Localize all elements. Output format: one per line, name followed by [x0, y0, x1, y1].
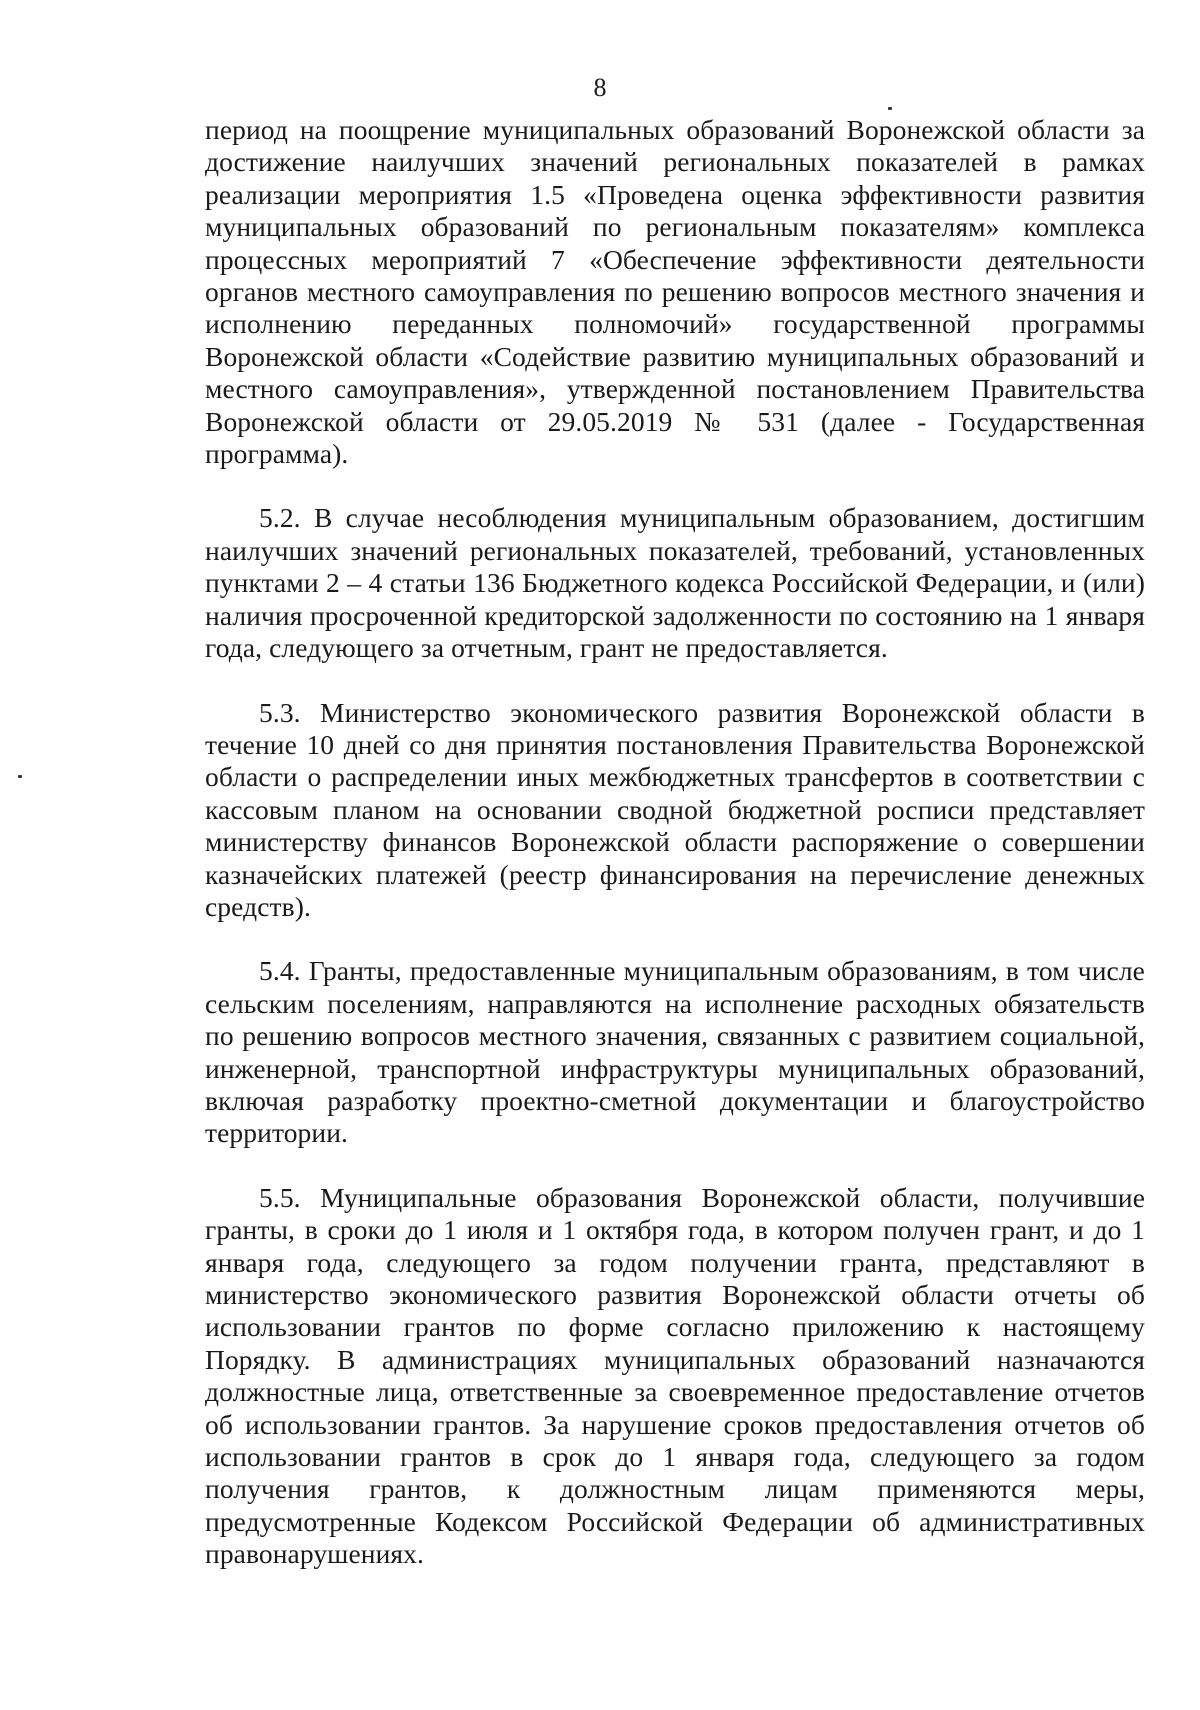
paragraph-continuation: период на поощрение муниципальных образований Воронежской области за достижение наилучших значений региональных показателей в рамках реализации мероприятия 1.5 «Проведена оценка эффективности развития муниципальных образований по региональным показателям» комплекса процессных мероприятий 7 «Обеспечение эффективности деятельности органов местного самоуправления по решению вопросов местного значения и исполнению переданных полномочий» государственной программы Воронежской области «Содействие развитию муниципальных образований и местного самоуправления», утвержденной постановлением Правительства Воронежской области от 29.05.2019 № 531 (далее - Государственная программа). [205, 114, 1145, 470]
page-number: 8 [593, 73, 607, 102]
scan-speck [18, 775, 22, 778]
paragraph-5-3: 5.3. Министерство экономического развития Воронежской области в течение 10 дней со дня принятия постановления Правительства Воронежской области о распределении иных межбюджетных трансфертов в соответствии с кассовым планом на основании сводной бюджетной росписи представляет министерству финансов Воронежской области распоряжение о совершении казначейских платежей (реестр финансирования на перечисление денежных средств). [205, 696, 1145, 922]
paragraph-5-5: 5.5. Муниципальные образования Воронежской области, получившие гранты, в сроки до 1 июля и 1 октября года, в котором получен грант, и до 1 января года, следующего за годом получении гранта, представляют в министерство экономического развития Воронежской области отчеты об использовании грантов по форме согласно приложению к настоящему Порядку. В администрациях муниципальных образований назначаются должностные лица, ответственные за своевременное предоставление отчетов об использовании грантов. За нарушение сроков предоставления отчетов об использовании грантов в срок до 1 января года, следующего за годом получения грантов, к должностным лицам применяются меры, предусмотренные Кодексом Российской Федерации об административных правонарушениях. [205, 1181, 1145, 1570]
paragraph-5-2: 5.2. В случае несоблюдения муниципальным образованием, достигшим наилучших значений региональных показателей, требований, установленных пунктами 2 – 4 статьи 136 Бюджетного кодекса Российской Федерации, и (или) наличия просроченной кредиторской задолженности по состоянию на 1 января года, следующего за отчетным, грант не предоставляется. [205, 502, 1145, 664]
document-body [205, 114, 1145, 1603]
scan-speck [888, 107, 892, 110]
paragraph-5-4: 5.4. Гранты, предоставленные муниципальным образованиям, в том числе сельским поселениям, направляются на исполнение расходных обязательств по решению вопросов местного значения, связанных с развитием социальной, инженерной, транспортной инфраструктуры муниципальных образований, включая разработку проектно-сметной документации и благоустройство территории. [205, 955, 1145, 1149]
